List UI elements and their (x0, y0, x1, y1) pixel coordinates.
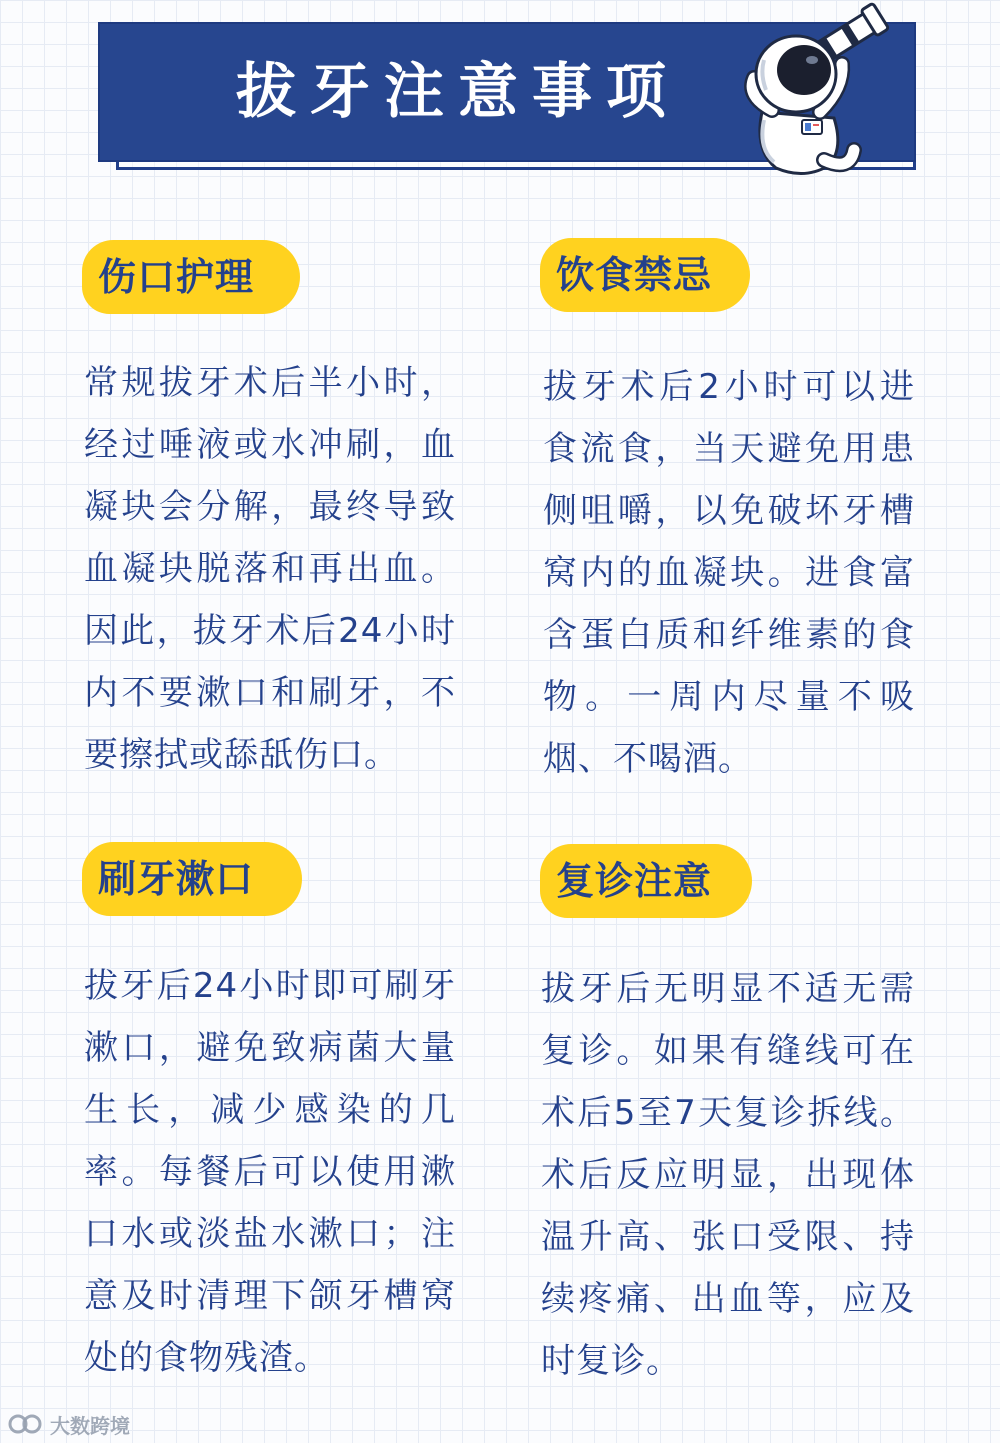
watermark (8, 1408, 130, 1440)
page-title: 拔牙注意事项 (236, 57, 680, 127)
section-body-diet: 拔牙术后2小时可以进食流食，当天避免用患侧咀嚼，以免破坏牙槽窝内的血凝块。进食富含蛋白质和纤维素的食物。一周内尽量不吸烟、不喝酒。 (543, 367, 915, 779)
section-heading-brushing: 刷牙漱口 (82, 842, 302, 916)
section-body-wound-care: 常规拔牙术后半小时，经过唾液或水冲刷，血凝块会分解，最终导致血凝块脱落和再出血。因此，拔牙术后24小时内不要漱口和刷牙，不要擦拭或舔舐伤口。 (84, 363, 456, 775)
section-body-brushing: 拔牙后24小时即可刷牙漱口，避免致病菌大量生长，减少感染的几率。每餐后可以使用漱口水或淡盐水漱口；注意及时清理下颌牙槽窝处的食物残渣。 (84, 966, 456, 1378)
watermark-logo-icon (8, 1411, 44, 1437)
astronaut-telescope-icon (724, 0, 894, 178)
watermark-text: 大数跨境 (50, 1413, 130, 1438)
section-heading-follow-up: 复诊注意 (540, 844, 752, 918)
section-body-follow-up: 拔牙后无明显不适无需复诊。如果有缝线可在术后5至7天复诊拆线。术后反应明显，出现体温升高、张口受限、持续疼痛、出血等，应及时复诊。 (541, 969, 915, 1381)
section-heading-diet: 饮食禁忌 (540, 238, 750, 312)
section-heading-wound-care: 伤口护理 (82, 240, 300, 314)
